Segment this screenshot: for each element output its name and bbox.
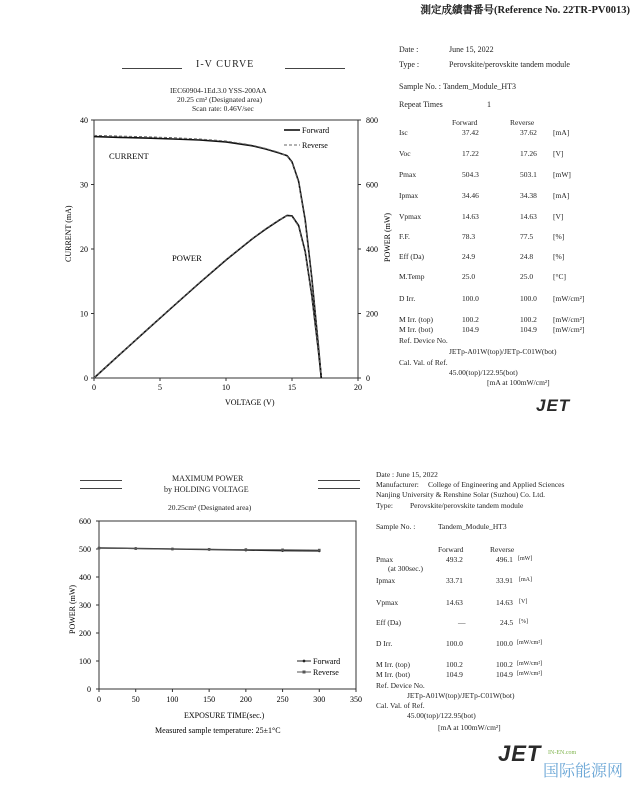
x-tick-label: 10 — [222, 383, 230, 392]
legend-forward-label: Forward — [302, 126, 330, 135]
iv-param-name: Voc — [399, 149, 411, 158]
jet-logo: JET — [536, 396, 571, 415]
mp-vpmax-label: Vpmax — [376, 598, 399, 607]
y2-tick-label: 600 — [366, 180, 378, 190]
mp-eff-unit: [%] — [519, 619, 528, 625]
mp-x-tick-label: 0 — [97, 695, 101, 704]
iv-cal-label: Cal. Val. of Ref. — [399, 358, 448, 367]
mp-cal-value: 45.00(top)/122.95(bot) — [407, 711, 476, 720]
iv-param-unit: [mW/cm²] — [553, 294, 585, 303]
iv-param-reverse: 100.0 — [520, 294, 537, 303]
iv-param-forward: 24.9 — [462, 252, 476, 261]
iv-param-forward: 100.0 — [462, 294, 479, 303]
mp-x-tick-label: 350 — [350, 695, 362, 704]
mp-pmax-sub: (at 300sec.) — [388, 564, 423, 573]
iv-param-forward: 14.63 — [462, 212, 479, 221]
mp-dirr-label: D Irr. — [376, 639, 393, 648]
iv-param-forward: 78.3 — [462, 232, 476, 241]
mp-x-tick-label: 150 — [203, 695, 216, 704]
iv-param-forward: 25.0 — [462, 272, 476, 281]
iv-param-reverse: 24.8 — [520, 252, 534, 261]
x-tick-label: 5 — [158, 383, 162, 392]
jet-logo-bottom: JET — [498, 741, 542, 766]
mp-y-tick-label: 100 — [79, 657, 91, 666]
mp-mtop-label: M Irr. (top) — [376, 660, 410, 669]
mp-pmax-reverse: 496.1 — [496, 555, 513, 564]
iv-subtitle-1: IEC60904-1Ed.3.0 YSS-200AA — [170, 86, 267, 95]
iv-param-reverse: 77.5 — [520, 232, 534, 241]
mp-y-tick-label: 600 — [79, 517, 91, 526]
mp-reverse-point — [208, 548, 211, 551]
iv-param-forward: 504.3 — [462, 170, 479, 179]
iv-param-unit: [%] — [553, 232, 565, 241]
iv-param-name: Pmax — [399, 170, 417, 179]
mp-legend-reverse-label: Reverse — [313, 668, 339, 677]
watermark: 国际能源网 — [543, 761, 624, 780]
mp-ipmax-forward: 33.71 — [446, 576, 463, 585]
iv-param-unit: [V] — [553, 149, 564, 158]
mp-ref-device-label: Ref. Device No. — [376, 681, 425, 690]
iv-sample: Sample No. : Tandem_Module_HT3 — [399, 82, 517, 91]
iv-param-name: M Irr. (bot) — [399, 325, 433, 334]
mp-sample: Tandem_Module_HT3 — [438, 522, 507, 531]
iv-param-unit: [mW/cm²] — [553, 315, 585, 324]
iv-param-unit: [V] — [553, 212, 564, 221]
legend-reverse-label: Reverse — [302, 141, 328, 150]
iv-param-reverse: 14.63 — [520, 212, 537, 221]
mp-legend-forward-label: Forward — [313, 657, 341, 666]
iv-ref-device: JETp-A01W(top)/JETp-C01W(bot) — [449, 347, 557, 356]
mp-type-label: Type: — [376, 501, 393, 510]
iv-param-unit: [mW/cm²] — [553, 325, 585, 334]
iv-date: June 15, 2022 — [449, 45, 494, 54]
mp-mtop-unit: [mW/cm²] — [517, 661, 543, 667]
iv-cal-value: 45.00(top)/122.95(bot) — [449, 368, 518, 377]
iv-param-name: F.F. — [399, 232, 410, 241]
iv-cal-unit: [mA at 100mW/cm²] — [487, 378, 550, 387]
y2-tick-label: 800 — [366, 116, 378, 125]
y-tick-label: 40 — [80, 116, 88, 125]
mp-ipmax-reverse: 33.91 — [496, 576, 513, 585]
mp-title-1: MAXIMUM POWER — [172, 474, 244, 483]
mp-subtitle: 20.25cm² (Designated area) — [168, 503, 252, 512]
mp-dirr-unit: [mW/cm²] — [517, 640, 543, 646]
mp-x-tick-label: 100 — [166, 695, 179, 704]
mp-xlabel: EXPOSURE TIME(sec.) — [184, 711, 265, 720]
iv-param-reverse: 37.62 — [520, 128, 537, 137]
mp-eff-reverse: 24.5 — [500, 618, 514, 627]
mp-mbot-forward: 104.9 — [446, 670, 463, 679]
mp-pmax-unit: [mW] — [518, 556, 533, 562]
mp-cal-unit: [mA at 100mW/cm²] — [438, 723, 501, 732]
y-tick-label: 0 — [84, 374, 88, 383]
mp-manufacturer-1: College of Engineering and Applied Sciences — [428, 480, 565, 489]
mp-reverse-point — [318, 549, 321, 552]
iv-title: I-V CURVE — [196, 59, 255, 70]
mp-vpmax-forward: 14.63 — [446, 598, 463, 607]
iv-param-unit: [%] — [553, 252, 565, 261]
mp-y-tick-label: 0 — [87, 685, 91, 694]
y2-tick-label: 400 — [366, 245, 378, 254]
mp-dirr-reverse: 100.0 — [496, 639, 513, 648]
mp-legend — [297, 657, 340, 677]
iv-param-name: Vpmax — [399, 212, 422, 221]
iv-date-label: Date : — [399, 45, 419, 54]
mp-reverse-point — [98, 547, 101, 550]
mp-y-tick-label: 400 — [79, 573, 91, 582]
x-tick-label: 20 — [354, 383, 362, 392]
reference-number: 測定成績書番号(Reference No. 22TR-PV0013) — [420, 5, 630, 16]
mp-manufacturer-2: Nanjing University & Renshine Solar (Suzhou) Co. Ltd. — [376, 490, 545, 499]
iv-param-reverse: 34.38 — [520, 191, 537, 200]
y-tick-label: 10 — [80, 309, 88, 319]
watermark-small: IN-EN.com — [548, 750, 577, 756]
mp-x-tick-label: 200 — [239, 695, 252, 704]
y-tick-label: 30 — [80, 180, 88, 190]
mp-note: Measured sample temperature: 25±1°C — [155, 726, 281, 735]
mp-eff-label: Eff (Da) — [376, 618, 402, 627]
mp-mtop-forward: 100.2 — [446, 660, 463, 669]
mp-x-tick-label: 50 — [131, 695, 140, 704]
iv-param-name: Eff (Da) — [399, 252, 425, 261]
iv-param-unit: [°C] — [553, 272, 566, 281]
mp-dirr-forward: 100.0 — [446, 639, 463, 648]
mp-title-2: by HOLDING VOLTAGE — [164, 485, 249, 494]
iv-param-reverse: 17.26 — [520, 149, 537, 158]
mp-mtop-reverse: 100.2 — [496, 660, 513, 669]
iv-param-forward: 37.42 — [462, 128, 479, 137]
iv-param-forward: 17.22 — [462, 149, 479, 158]
iv-param-unit: [mA] — [553, 128, 570, 137]
iv-param-reverse: 25.0 — [520, 272, 534, 281]
x-tick-label: 0 — [92, 383, 96, 392]
iv-col-reverse: Reverse — [510, 118, 535, 127]
mp-vpmax-unit: [V] — [519, 599, 528, 605]
iv-param-reverse: 100.2 — [520, 315, 537, 324]
mp-eff-forward: — — [458, 618, 466, 627]
iv-param-name: M.Temp — [399, 272, 425, 281]
mp-y-tick-label: 300 — [79, 601, 91, 610]
mp-reverse-point — [281, 549, 284, 552]
mp-reverse-point — [245, 548, 248, 551]
iv-param-reverse: 503.1 — [520, 170, 537, 179]
iv-param-forward: 34.46 — [462, 191, 479, 200]
mp-manufacturer-label: Manufacturer: — [376, 480, 419, 489]
mp-x-tick-label: 250 — [276, 695, 289, 704]
iv-param-unit: [mA] — [553, 191, 570, 200]
mp-date: Date : June 15, 2022 — [376, 470, 438, 479]
mp-ylabel: POWER (mW) — [68, 584, 77, 634]
mp-y-tick-label: 200 — [79, 629, 91, 638]
current-label: CURRENT — [109, 151, 149, 161]
mp-x-tick-label: 300 — [313, 695, 326, 704]
iv-param-name: Ipmax — [399, 191, 419, 200]
mp-ipmax-label: Ipmax — [376, 576, 396, 585]
mp-cal-label: Cal. Val. of Ref. — [376, 701, 425, 710]
iv-param-unit: [mW] — [553, 170, 571, 179]
iv-param-forward: 100.2 — [462, 315, 479, 324]
mp-vpmax-reverse: 14.63 — [496, 598, 513, 607]
mp-reverse-point — [134, 547, 137, 550]
iv-ref-device-label: Ref. Device No. — [399, 336, 448, 345]
x-tick-label: 15 — [288, 383, 296, 392]
mp-mbot-reverse: 104.9 — [496, 670, 513, 679]
y2-tick-label: 0 — [366, 374, 370, 383]
mp-col-reverse: Reverse — [490, 545, 515, 554]
iv-repeat-label: Repeat Times — [399, 100, 443, 109]
mp-y-tick-label: 500 — [79, 545, 91, 554]
iv-param-name: D Irr. — [399, 294, 416, 303]
iv-subtitle-2: 20.25 cm² (Designated area) — [177, 95, 263, 104]
mp-pmax-forward: 493.2 — [446, 555, 463, 564]
mp-sample-label: Sample No. : — [376, 522, 416, 531]
mp-mbot-label: M Irr. (bot) — [376, 670, 410, 679]
mp-pmax-label: Pmax — [376, 555, 394, 564]
mp-mbot-unit: [mW/cm²] — [517, 671, 543, 677]
iv-col-forward: Forward — [452, 118, 478, 127]
y-tick-label: 20 — [80, 245, 88, 254]
iv-param-name: M Irr. (top) — [399, 315, 433, 324]
iv-ylabel-right: POWER (mW) — [383, 212, 392, 262]
power-label: POWER — [172, 253, 202, 263]
mp-reverse-point — [171, 548, 174, 551]
mp-ref-device: JETp-A01W(top)/JETp-C01W(bot) — [407, 691, 515, 700]
y2-tick-label: 200 — [366, 309, 378, 319]
iv-type: Perovskite/perovskite tandem module — [449, 60, 570, 69]
iv-type-label: Type : — [399, 60, 420, 69]
iv-param-forward: 104.9 — [462, 325, 479, 334]
iv-param-reverse: 104.9 — [520, 325, 537, 334]
iv-repeat: 1 — [487, 100, 491, 109]
mp-type: Perovskite/perovskite tandem module — [410, 501, 524, 510]
iv-subtitle-3: Scan rate: 0.46V/sec — [192, 104, 254, 113]
mp-col-forward: Forward — [438, 545, 464, 554]
mp-ipmax-unit: [mA] — [519, 577, 532, 583]
iv-ylabel-left: CURRENT (mA) — [64, 205, 73, 262]
iv-param-name: Isc — [399, 128, 408, 137]
iv-xlabel: VOLTAGE (V) — [225, 398, 275, 407]
